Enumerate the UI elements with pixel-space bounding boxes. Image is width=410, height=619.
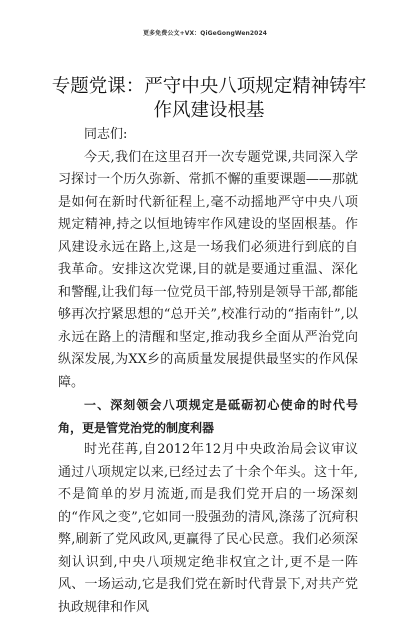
salutation: 同志们: — [84, 127, 128, 142]
intro-paragraph: 今天,我们在这里召开一次专题党课,共同深入学习探讨一个历久弥新、常抓不懈的重要课题——那就是如何在新时代新征程上,毫不动摇地严守中央八项规定精神,持之以恒地铸牢作风建设的坚固根基。作风建设永远在路上,这是一场我们必须进行到底的自我革命。安排这次党课,目的就是要通过重温、深化和警醒,让我们每一位党员干部,特别是领导干部,都能够再次拧紧思想的“总开关”,校准行动的“指南针”,以永远在路上的清醒和坚定,推动我乡全面从严治党向纵深发展,为XX乡的高质量发展提供最坚实的作风保障。 — [58, 149, 358, 390]
section-paragraph: 时光荏苒,自2012年12月中央政治局会议审议通过八项规定以来,已经过去了十余个年头。这十年,不是简单的岁月流逝,而是我们党开启的一场深刻的“作风之变”,它如同一股强劲的清风,涤荡了沉疴积弊,刷新了党风政风,更赢得了民心民意。我们必须深刻认识到,中央八项规定绝非权宜之计,更不是一阵风、一场运动,它是我们党在新时代背景下,对共产党执政规律和作风 — [58, 442, 358, 615]
document-body — [58, 124, 358, 619]
section-heading: 一、深刻领会八项规定是砥砺初心使命的时代号角，更是管党治党的制度利器 — [58, 398, 358, 435]
document-title: 专题党课：严守中央八项规定精神铸牢作风建设根基 — [51, 76, 367, 121]
header-note: 更多免费公文+VX：QiGeGongWen2024 — [142, 30, 267, 37]
